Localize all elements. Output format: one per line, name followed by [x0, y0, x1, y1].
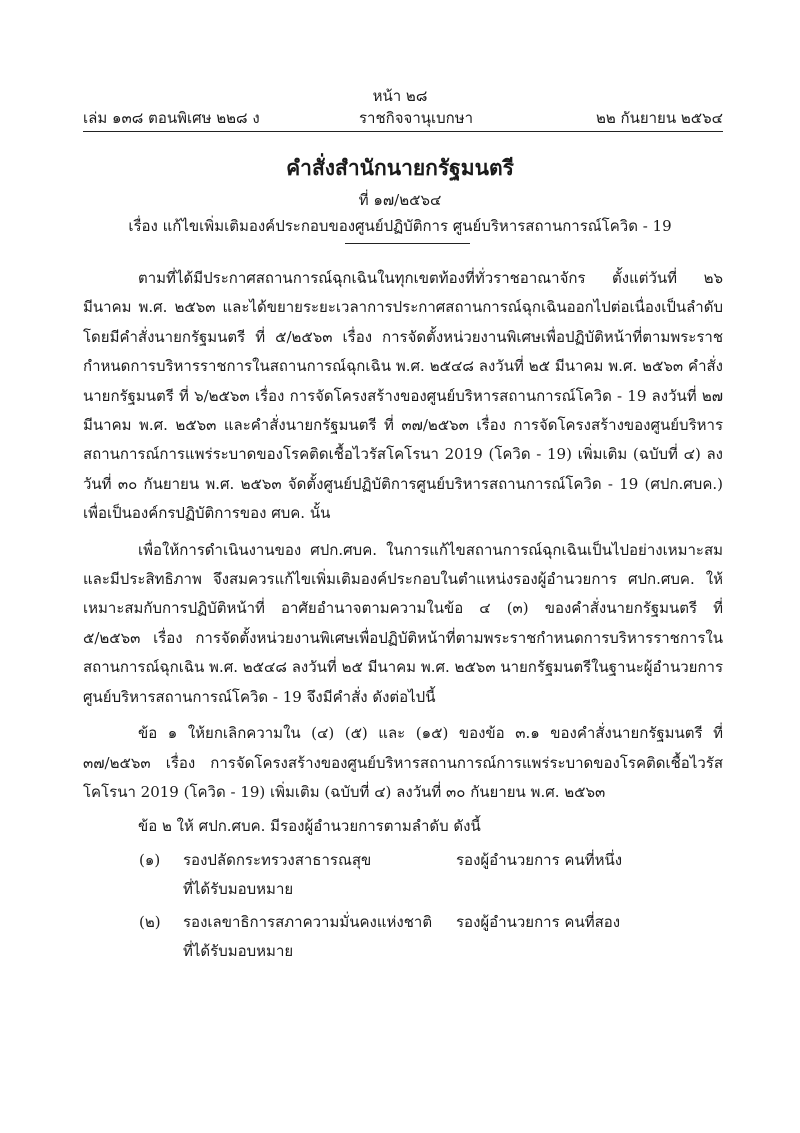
gazette-header [83, 106, 723, 128]
clause-2-heading: ข้อ ๒ ให้ ศปก.ศบค. มีรองผู้อำนวยการตามลำดับ ดังนี้ [138, 817, 481, 836]
document-subject: เรื่อง แก้ไขเพิ่มเติมองค์ประกอบของศูนย์ปฏิบัติการ ศูนย์บริหารสถานการณ์โควิด - 19 [128, 217, 672, 235]
deputy-number: (๑) [139, 850, 161, 869]
deputy-role: รองผู้อำนวยการ คนที่หนึ่ง [456, 850, 623, 869]
page-number: หน้า ๒๘ [372, 87, 428, 105]
deputy-position-note: ที่ได้รับมอบหมาย [183, 879, 294, 898]
deputy-position: รองปลัดกระทรวงสาธารณสุข [183, 850, 372, 869]
deputy-item [83, 908, 723, 966]
gazette-date: ๒๒ กันยายน ๒๕๖๔ [595, 109, 723, 127]
paragraph-rationale: เพื่อให้การดำเนินงานของ ศปก.ศบค. ในการแก้ไขสถานการณ์ฉุกเฉินเป็นไปอย่างเหมาะสมและมีประสิทธิภาพ จึงสมควรแก้ไขเพิ่มเติมองค์ประกอบในตำแหน่งรองผู้อำนวยการ ศปก.ศบค. ให้เหมาะสมกับการปฏิบัติหน้าที่ อาศัยอำนาจตามความในข้อ ๔ (๓) ของคำสั่งนายกรัฐมนตรี ที่ ๕/๒๕๖๓ เรื่อง การจัดตั้งหน่วยงานพิเศษเพื่อปฏิบัติหน้าที่ตามพระราชกำหนดการบริหารราชการในสถานการณ์ฉุกเฉิน พ.ศ. ๒๕๔๘ ลงวันที่ ๒๕ มีนาคม พ.ศ. ๒๕๖๓ นายกรัฐมนตรีในฐานะผู้อำนวยการศูนย์บริหารสถานการณ์โควิด - 19 จึงมีคำสั่ง ดังต่อไปนี้ [83, 540, 723, 706]
gazette-name: ราชกิจจานุเบกษา [359, 109, 474, 127]
deputy-number: (๒) [139, 912, 161, 931]
document-body [83, 264, 723, 966]
order-number: ที่ ๑๗/๒๕๖๔ [358, 191, 442, 209]
deputy-position-note: ที่ได้รับมอบหมาย [183, 941, 294, 960]
clause-1: ข้อ ๑ ให้ยกเลิกความใน (๔) (๕) และ (๑๕) ของข้อ ๓.๑ ของคำสั่งนายกรัฐมนตรี ที่ ๓๗/๒๕๖๓ เรื่อง การจัดโครงสร้างของศูนย์บริหารสถานการณ์การแพร่ระบาดของโรคติดเชื้อไวรัสโคโรนา 2019 (โควิด - 19) เพิ่มเติม (ฉบับที่ ๔) ลงวันที่ ๓๐ กันยายน พ.ศ. ๒๕๖๓ [83, 724, 723, 801]
deputy-item [83, 846, 723, 904]
subject-divider [345, 243, 470, 244]
header-divider [83, 131, 723, 132]
deputy-position: รองเลขาธิการสภาความมั่นคงแห่งชาติ [183, 912, 433, 931]
volume-info: เล่ม ๑๓๘ ตอนพิเศษ ๒๒๘ ง [83, 109, 260, 127]
paragraph-background: ตามที่ได้มีประกาศสถานการณ์ฉุกเฉินในทุกเขตท้องที่ทั่วราชอาณาจักร ตั้งแต่วันที่ ๒๖ มีนาคม พ.ศ. ๒๕๖๓ และได้ขยายระยะเวลาการประกาศสถานการณ์ฉุกเฉินออกไปต่อเนื่องเป็นลำดับ โดยมีคำสั่งนายกรัฐมนตรี ที่ ๕/๒๕๖๓ เรื่อง การจัดตั้งหน่วยงานพิเศษเพื่อปฏิบัติหน้าที่ตามพระราชกำหนดการบริหารราชการในสถานการณ์ฉุกเฉิน พ.ศ. ๒๕๔๘ ลงวันที่ ๒๕ มีนาคม พ.ศ. ๒๕๖๓ คำสั่งนายกรัฐมนตรี ที่ ๖/๒๕๖๓ เรื่อง การจัดโครงสร้างของศูนย์บริหารสถานการณ์โควิด - 19 ลงวันที่ ๒๗ มีนาคม พ.ศ. ๒๕๖๓ และคำสั่งนายกรัฐมนตรี ที่ ๓๗/๒๕๖๓ เรื่อง การจัดโครงสร้างของศูนย์บริหารสถานการณ์การแพร่ระบาดของโรคติดเชื้อไวรัสโคโรนา 2019 (โควิด - 19) เพิ่มเติม (ฉบับที่ ๔) ลงวันที่ ๓๐ กันยายน พ.ศ. ๒๕๖๓ จัดตั้งศูนย์ปฏิบัติการศูนย์บริหารสถานการณ์โควิด - 19 (ศปก.ศบค.) เพื่อเป็นองค์กรปฏิบัติการของ ศบค. นั้น [83, 269, 723, 523]
document-title: คำสั่งสำนักนายกรัฐมนตรี [286, 155, 514, 180]
deputy-role: รองผู้อำนวยการ คนที่สอง [456, 912, 621, 931]
